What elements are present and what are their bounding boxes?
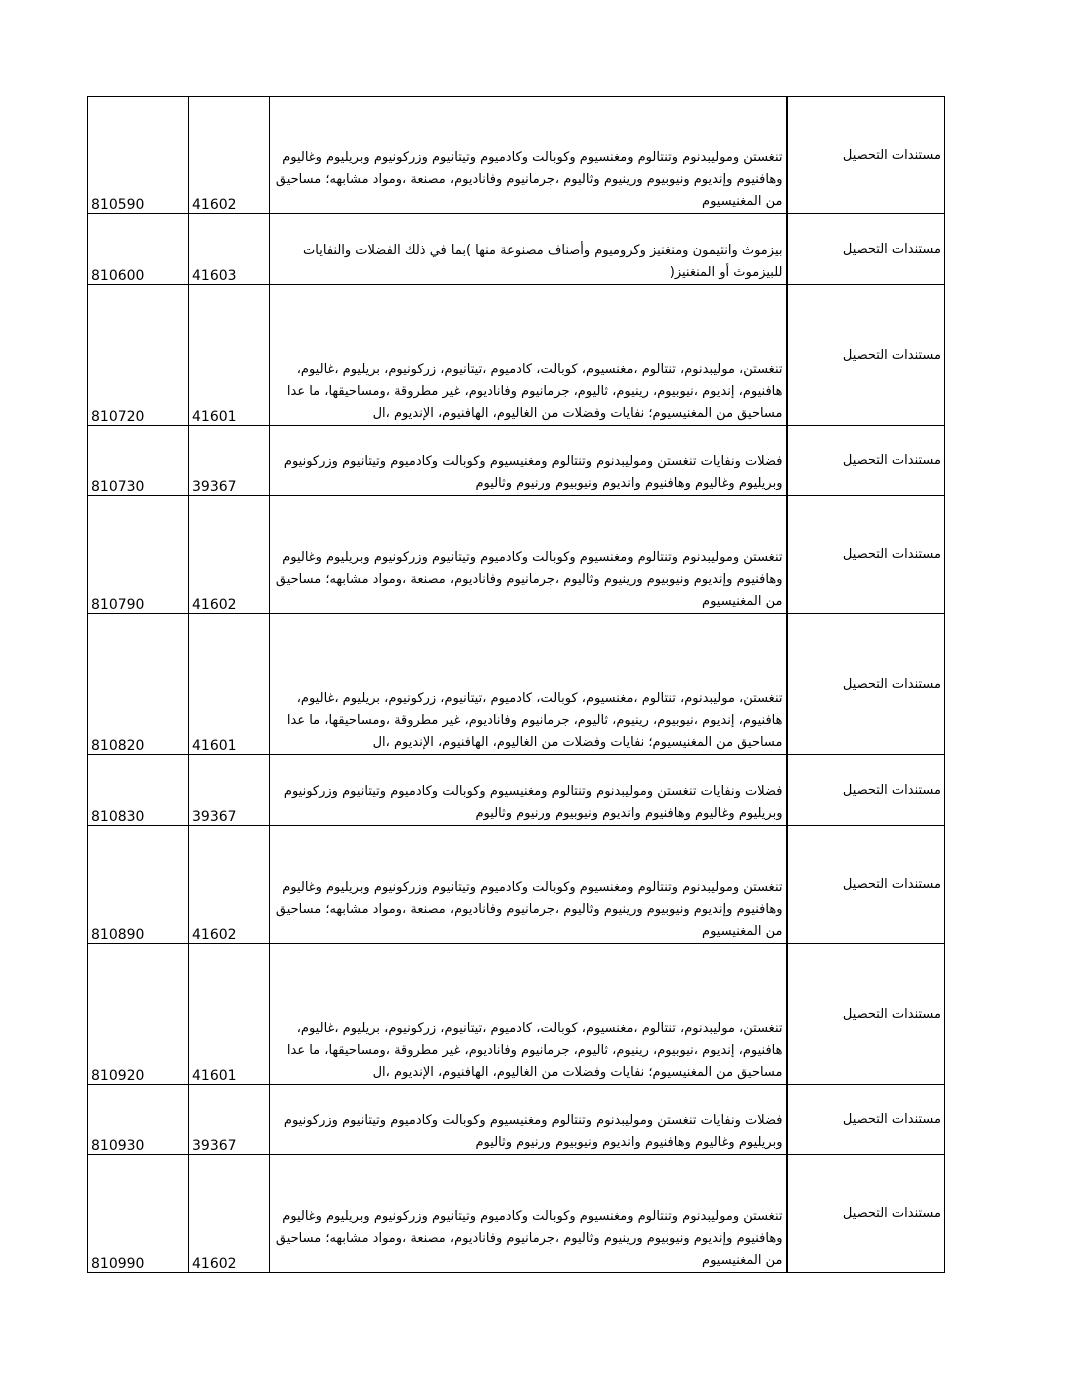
description-cell: تنغستن، موليبدنوم، تنتالوم ،مغنسيوم، كوبالت، كادميوم ،تيتانيوم، زركونيوم، بريليوم ،غاليوم، هافنيوم، إنديوم ،نيوبيوم، رينيوم، ثاليوم، جرمانيوم وفاناديوم، غير مطروقة ،ومساحيقها، ما عدا مساحيق من المغنيسيوم؛ نفايات وفضلات من الغاليوم، الهافنيوم، الإنديوم ،ال (270, 614, 787, 755)
table-row (88, 614, 945, 755)
description-cell: فضلات ونفايات تنغستن وموليبدنوم وتنتالوم ومغنيسيوم وكوبالت وكادميوم وتيتانيوم وزركونيوم وبريليوم وغاليوم وهافنيوم وانديوم ونيوبيوم ورنيوم وثاليوم (270, 755, 787, 826)
reference-number-cell: 41601 (189, 944, 270, 1085)
table-row (88, 285, 945, 426)
hs-code-cell: 810990 (88, 1155, 189, 1273)
description-cell: فضلات ونفايات تنغستن وموليبدنوم وتنتالوم ومغنيسيوم وكوبالت وكادميوم وتيتانيوم وزركونيوم وبريليوم وغاليوم وهافنيوم وانديوم ونيوبيوم ورنيوم وثاليوم (270, 426, 787, 496)
description-cell: تنغستن وموليبدنوم وتنتالوم ومغنسيوم وكوبالت وكادميوم وتيتانيوم وزركونيوم وبريليوم وغاليوم وهافنيوم وإنديوم ونيوبيوم ورينيوم وثاليوم ،جرمانيوم وفاناديوم، مصنعة ،ومواد مشابهه؛ مساحيق من المغنيسيوم (270, 1155, 787, 1273)
document-type-cell: مستندات التحصيل (787, 426, 945, 496)
reference-number-cell: 41602 (189, 97, 270, 214)
reference-number-cell: 41601 (189, 614, 270, 755)
description-cell: تنغستن، موليبدنوم، تنتالوم ،مغنسيوم، كوبالت، كادميوم ،تيتانيوم، زركونيوم، بريليوم ،غاليوم، هافنيوم، إنديوم ،نيوبيوم، رينيوم، ثاليوم، جرمانيوم وفاناديوم، غير مطروقة ،ومساحيقها، ما عدا مساحيق من المغنيسيوم؛ نفايات وفضلات من الغاليوم، الهافنيوم، الإنديوم ،ال (270, 285, 787, 426)
reference-number-cell: 41602 (189, 496, 270, 614)
hs-code-cell: 810790 (88, 496, 189, 614)
document-type-cell: مستندات التحصيل (787, 285, 945, 426)
hs-code-cell: 810720 (88, 285, 189, 426)
document-type-cell: مستندات التحصيل (787, 755, 945, 826)
table-row (88, 97, 945, 214)
table-row (88, 944, 945, 1085)
description-cell: تنغستن، موليبدنوم، تنتالوم ،مغنسيوم، كوبالت، كادميوم ،تيتانيوم، زركونيوم، بريليوم ،غاليوم، هافنيوم، إنديوم ،نيوبيوم، رينيوم، ثاليوم، جرمانيوم وفاناديوم، غير مطروقة ،ومساحيقها، ما عدا مساحيق من المغنيسيوم؛ نفايات وفضلات من الغاليوم، الهافنيوم، الإنديوم ،ال (270, 944, 787, 1085)
document-type-cell: مستندات التحصيل (787, 1155, 945, 1273)
document-type-cell: مستندات التحصيل (787, 214, 945, 285)
description-cell: تنغستن وموليبدنوم وتنتالوم ومغنسيوم وكوبالت وكادميوم وتيتانيوم وزركونيوم وبريليوم وغاليوم وهافنيوم وإنديوم ونيوبيوم ورينيوم وثاليوم ،جرمانيوم وفاناديوم، مصنعة ،ومواد مشابهه؛ مساحيق من المغنيسيوم (270, 97, 787, 214)
document-type-cell: مستندات التحصيل (787, 826, 945, 944)
reference-number-cell: 39367 (189, 1085, 270, 1155)
hs-code-cell: 810600 (88, 214, 189, 285)
document-type-cell: مستندات التحصيل (787, 614, 945, 755)
hs-code-cell: 810820 (88, 614, 189, 755)
reference-number-cell: 39367 (189, 755, 270, 826)
table-row (88, 496, 945, 614)
table-row (88, 755, 945, 826)
document-type-cell: مستندات التحصيل (787, 1085, 945, 1155)
description-cell: تنغستن وموليبدنوم وتنتالوم ومغنسيوم وكوبالت وكادميوم وتيتانيوم وزركونيوم وبريليوم وغاليوم وهافنيوم وإنديوم ونيوبيوم ورينيوم وثاليوم ،جرمانيوم وفاناديوم، مصنعة ،ومواد مشابهه؛ مساحيق من المغنيسيوم (270, 496, 787, 614)
document-type-cell: مستندات التحصيل (787, 496, 945, 614)
hs-code-cell: 810930 (88, 1085, 189, 1155)
reference-number-cell: 41602 (189, 1155, 270, 1273)
reference-number-cell: 41602 (189, 826, 270, 944)
table-row (88, 214, 945, 285)
description-cell: تنغستن وموليبدنوم وتنتالوم ومغنسيوم وكوبالت وكادميوم وتيتانيوم وزركونيوم وبريليوم وغاليوم وهافنيوم وإنديوم ونيوبيوم ورينيوم وثاليوم ،جرمانيوم وفاناديوم، مصنعة ،ومواد مشابهه؛ مساحيق من المغنيسيوم (270, 826, 787, 944)
document-type-cell: مستندات التحصيل (787, 97, 945, 214)
description-cell: فضلات ونفايات تنغستن وموليبدنوم وتنتالوم ومغنيسيوم وكوبالت وكادميوم وتيتانيوم وزركونيوم وبريليوم وغاليوم وهافنيوم وانديوم ونيوبيوم ورنيوم وثاليوم (270, 1085, 787, 1155)
hs-code-cell: 810920 (88, 944, 189, 1085)
reference-number-cell: 41603 (189, 214, 270, 285)
table-row (88, 1085, 945, 1155)
hs-code-cell: 810830 (88, 755, 189, 826)
table-row (88, 826, 945, 944)
hs-code-cell: 810890 (88, 826, 189, 944)
hs-code-cell: 810730 (88, 426, 189, 496)
table-row (88, 1155, 945, 1273)
hs-code-cell: 810590 (88, 97, 189, 214)
document-type-cell: مستندات التحصيل (787, 944, 945, 1085)
tariff-table (87, 96, 945, 1273)
table-row (88, 426, 945, 496)
reference-number-cell: 39367 (189, 426, 270, 496)
description-cell: بيزموث وانتيمون ومنغنيز وكروميوم وأصناف مصنوعة منها )بما في ذلك الفضلات والنفايات للبيزموث أو المنغنيز( (270, 214, 787, 285)
reference-number-cell: 41601 (189, 285, 270, 426)
